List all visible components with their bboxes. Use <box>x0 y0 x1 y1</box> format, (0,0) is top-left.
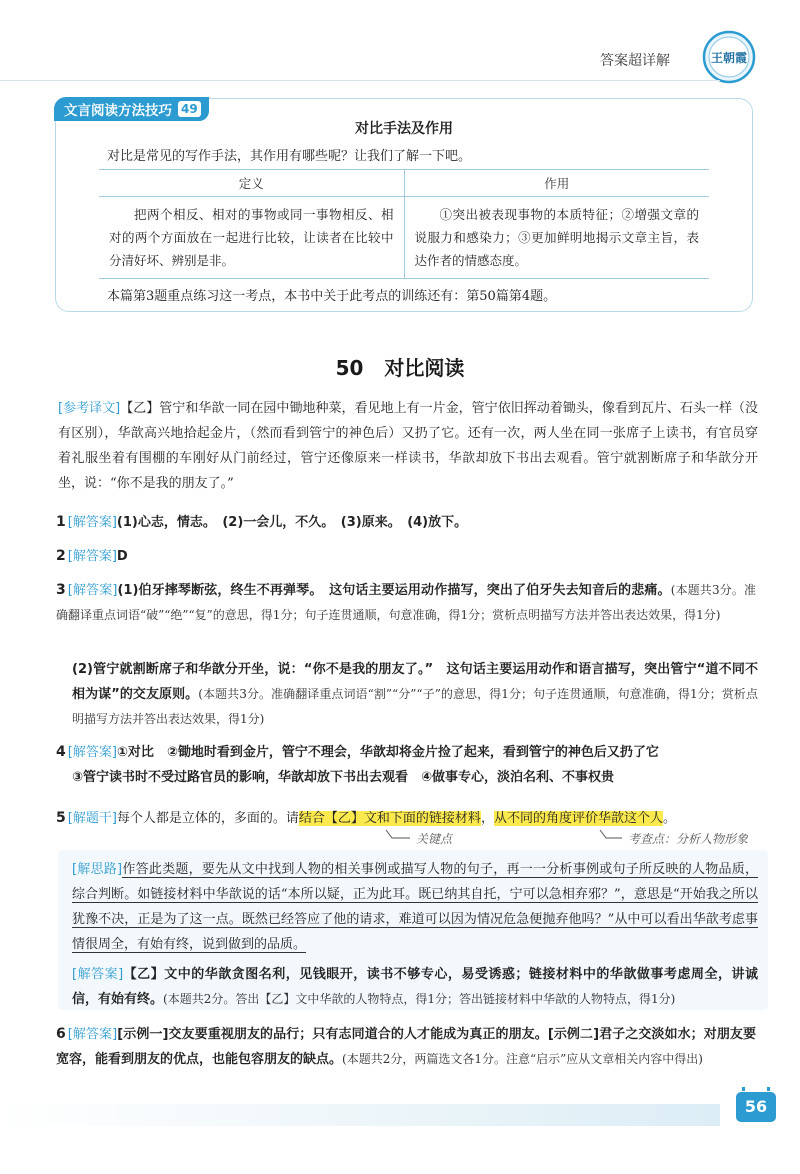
question-2-answer: D <box>116 549 128 564</box>
svg-text:王朝霞: 王朝霞 <box>710 51 748 65</box>
question-3-part2-scoring: (本题共3分。准确翻译重点词语“割”“分”“子”的意思，得1分；句子连贯通顺，句意准确，得1分；赏析点明描写方法并答出表达效果，得1分) <box>72 687 758 726</box>
tip-tag-number: 49 <box>178 101 201 117</box>
section-title <box>0 352 800 381</box>
tip-table-definition: 把两个相反、相对的事物或同一事物相反、相对的两个方面放在一起进行比较，让读者在比较中分清好坏、辨别是非。 <box>99 197 404 279</box>
question-4-line1: ①对比 ②锄地时看到金片，管宁不理会，华歆却将金片捡了起来，看到管宁的神色后又扔了它 <box>116 745 659 760</box>
question-4-line2: ③管宁读书时不受过路官员的影响，华歆却放下书出去观看 ④做事专心，淡泊名利、不事权贵 <box>72 770 615 785</box>
question-3-part2 <box>72 657 758 732</box>
question-3-part2-answer: (2)管宁就割断席子和华歆分开坐，说：“你不是我的朋友了。” 这句话主要运用动作和语言描写，突出管宁“道不同不相为谋”的交友原则。 <box>72 662 758 702</box>
question-2-number: 2 <box>56 548 66 564</box>
question-2-tag: [解答案] <box>67 549 117 564</box>
tip-table-header-definition: 定义 <box>99 170 404 197</box>
question-5-analysis <box>72 857 758 957</box>
question-4-number: 4 <box>56 744 66 760</box>
question-1-answer: (1)心志，情志。 (2)一会儿，不久。 (3)原来。 (4)放下。 <box>116 515 468 530</box>
question-5-answer-tag: [解答案] <box>72 967 124 982</box>
question-5-analysis-tag: [解思路] <box>72 862 123 877</box>
question-2 <box>56 544 756 569</box>
header-label: 答案超详解 <box>600 53 670 69</box>
question-5-analysis-text: 作答此类题，要先从文中找到人物的相关事例或描写人物的句子，再一一分析事例或句子所反映的人物品质，综合判断。如链接材料中华歆说的话“本所以疑，正为此耳。既已纳其自托，宁可以急相弃邪？”，意思是“开始我之所以犹豫不决，正是为了这一点。既然已经答应了他的请求，难道可以因为情况危急便抛弃他吗？”从中可以看出华歆考虑事情很周全，有始有终，说到做到的品质。 <box>72 862 758 952</box>
tip-table <box>99 169 709 279</box>
question-4 <box>56 740 756 765</box>
publisher-logo <box>702 30 756 84</box>
question-6-tag: [解答案] <box>67 1027 118 1042</box>
translation-tag: [参考译文] <box>58 401 121 416</box>
question-5-end: 。 <box>662 811 676 826</box>
question-1 <box>56 510 756 535</box>
question-5-number: 5 <box>56 810 66 826</box>
question-3 <box>56 578 756 628</box>
tip-table-function: ①突出被表现事物的本质特征；②增强文章的说服力和感染力；③更加鲜明地揭示文章主旨，表达作者的情感态度。 <box>404 197 709 279</box>
question-3-tag: [解答案] <box>67 583 118 598</box>
question-4-line2-row <box>72 765 772 790</box>
question-1-tag: [解答案] <box>67 515 117 530</box>
question-5-highlight-key: 结合【乙】文和下面的链接材料 <box>298 811 481 826</box>
question-5-tag: [解题干] <box>67 811 117 826</box>
tip-table-header-function: 作用 <box>404 170 709 197</box>
question-3-part1-answer: (1)伯牙摔琴断弦，终生不再弹琴。 这句话主要运用动作描写，突出了伯牙失去知音后的悲痛。 <box>117 583 671 598</box>
question-5-answer <box>72 962 758 1012</box>
annotation-focus-point: 考查点：分析人物形象 <box>628 832 749 846</box>
tip-tag-label: 文言阅读方法技巧 <box>64 103 172 119</box>
tip-intro: 对比是常见的写作手法，其作用有哪些呢？让我们了解一下吧。 <box>107 149 472 164</box>
question-5-separator: ， <box>480 811 494 826</box>
translation-text: 【乙】管宁和华歆一同在园中锄地种菜，看见地上有一片金，管宁依旧挥动着锄头，像看到瓦片、石头一样（没有区别），华歆高兴地拾起金片，（然而看到管宁的神色后）又扔了它。还有一次，两人坐在同一张席子上读书，有官员穿着礼服坐着有围棚的车刚好从门前经过，管宁还像原来一样读书，华歆却放下书出去观看。管宁就割断席子和华歆分开坐，说：“你不是我的朋友了。” <box>58 401 758 491</box>
question-6 <box>56 1022 756 1072</box>
section-name: 对比阅读 <box>384 356 465 380</box>
tip-title: 对比手法及作用 <box>355 121 453 137</box>
question-6-answer: [示例一]交友要重视朋友的品行；只有志同道合的人才能成为真正的朋友。[示例二]君子之交淡如水；对朋友要宽容，能看到朋友的优点，也能包容朋友的缺点。 <box>56 1027 756 1067</box>
question-5-answer-scoring: (本题共2分。答出【乙】文中华歆的人物特点，得1分；答出链接材料中华歆的人物特点，得1分) <box>163 992 676 1006</box>
section-number: 50 <box>335 356 364 380</box>
question-6-number: 6 <box>56 1026 66 1042</box>
page-number: 56 <box>736 1092 776 1122</box>
question-6-scoring: (本题共2分，两篇选文各1分。注意“启示”应从文章相关内容中得出) <box>342 1052 703 1066</box>
translation-paragraph <box>58 396 758 496</box>
question-5-lead: 每个人都是立体的，多面的。请 <box>116 811 299 826</box>
question-3-number: 3 <box>56 582 66 598</box>
header-divider <box>0 80 720 81</box>
annotation-key-point: 关键点 <box>416 832 453 846</box>
question-3-part1-scoring: (本题共3分。准确翻译重点词语“破”“绝”“复”的意思，得1分；句子连贯通顺，句意准确，得1分；赏析点明描写方法并答出表达效果，得1分) <box>56 583 756 622</box>
tip-box <box>55 98 753 312</box>
question-1-number: 1 <box>56 514 66 530</box>
question-5-answer-text: 【乙】文中的华歆贪图名利，见钱眼开，读书不够专心，易受诱惑；链接材料中的华歆做事考虑周全，讲诚信，有始有终。 <box>72 967 758 1007</box>
bottom-band <box>0 1104 720 1126</box>
question-4-tag: [解答案] <box>67 745 117 760</box>
tip-footer: 本篇第3题重点练习这一考点，本书中关于此考点的训练还有：第50篇第4题。 <box>107 289 557 304</box>
question-5-highlight-focus: 从不同的角度评价华歆这个人 <box>493 811 663 826</box>
